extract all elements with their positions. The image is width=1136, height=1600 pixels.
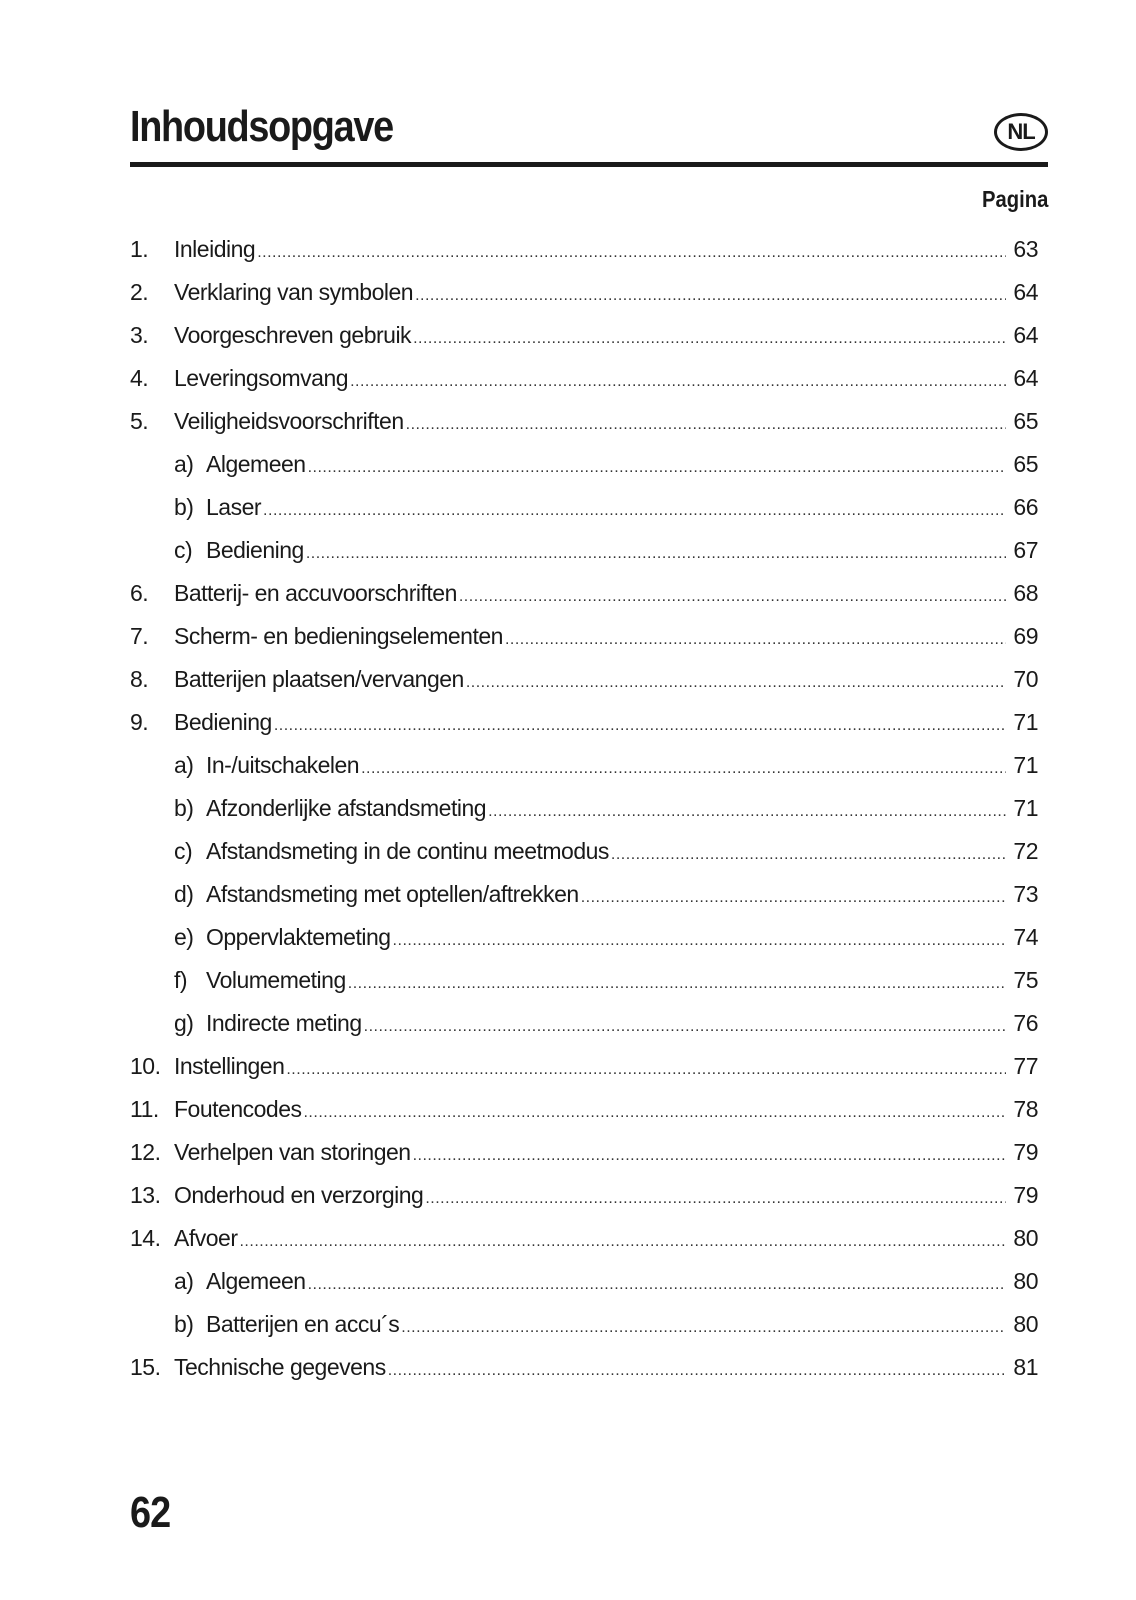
toc-entry	[130, 1088, 1038, 1131]
toc-entry-number: 15.	[130, 1354, 161, 1380]
toc-dot-leader	[361, 747, 1006, 790]
toc-dot-leader	[350, 360, 1006, 403]
toc-dot-leader	[388, 1349, 1006, 1392]
toc-dot-leader	[393, 919, 1006, 962]
toc-entry-label: In-/uitschakelen	[206, 752, 360, 778]
toc-entry-number: 2.	[130, 279, 149, 305]
toc-entry-label: Technische gegevens	[174, 1354, 386, 1380]
toc-dot-leader	[413, 317, 1006, 360]
toc-dot-leader	[257, 231, 1006, 274]
toc-entry-number: d)	[174, 881, 194, 907]
toc-entry-label: Leveringsomvang	[174, 365, 349, 391]
toc-entry-number: c)	[174, 537, 193, 563]
toc-entry-number: 13.	[130, 1182, 161, 1208]
toc-entry-number: b)	[174, 494, 194, 520]
toc-entry-label: Veiligheidsvoorschriften	[174, 408, 404, 434]
toc-entry-label: Batterijen en accu´s	[206, 1311, 400, 1337]
toc-entry-label: Foutencodes	[174, 1096, 302, 1122]
toc-dot-leader	[413, 1134, 1006, 1177]
toc-entry-number: 5.	[130, 408, 149, 434]
table-of-contents	[130, 228, 1038, 1389]
toc-dot-leader	[364, 1005, 1006, 1048]
toc-entry-label: Oppervlaktemeting	[206, 924, 391, 950]
toc-dot-leader	[308, 1263, 1006, 1306]
toc-entry-label: Algemeen	[206, 1268, 306, 1294]
toc-entry-page: 71	[1013, 709, 1038, 735]
toc-entry-number: 10.	[130, 1053, 161, 1079]
toc-subentry	[130, 873, 1038, 916]
toc-dot-leader	[286, 1048, 1006, 1091]
toc-entry-label: Verhelpen van storingen	[174, 1139, 411, 1165]
toc-dot-leader	[401, 1306, 1006, 1349]
toc-dot-leader	[406, 403, 1006, 446]
toc-entry	[130, 228, 1038, 271]
toc-entry-page: 71	[1013, 795, 1038, 821]
toc-entry-page: 71	[1013, 752, 1038, 778]
toc-dot-leader	[274, 704, 1006, 747]
toc-entry	[130, 1346, 1038, 1389]
toc-entry	[130, 615, 1038, 658]
toc-entry	[130, 400, 1038, 443]
toc-entry-page: 74	[1013, 924, 1038, 950]
toc-dot-leader	[239, 1220, 1006, 1263]
toc-subentry	[130, 1303, 1038, 1346]
toc-subentry	[130, 959, 1038, 1002]
toc-entry	[130, 314, 1038, 357]
toc-entry	[130, 271, 1038, 314]
toc-entry-number: 4.	[130, 365, 149, 391]
toc-entry-label: Voorgeschreven gebruik	[174, 322, 412, 348]
toc-entry-page: 64	[1013, 322, 1038, 348]
toc-entry-page: 79	[1013, 1139, 1038, 1165]
toc-entry-number: 9.	[130, 709, 149, 735]
toc-entry-number: 14.	[130, 1225, 161, 1251]
toc-entry-number: 6.	[130, 580, 149, 606]
toc-subentry	[130, 529, 1038, 572]
toc-entry-page: 73	[1013, 881, 1038, 907]
toc-entry-label: Indirecte meting	[206, 1010, 362, 1036]
toc-entry-page: 78	[1013, 1096, 1038, 1122]
toc-dot-leader	[308, 446, 1006, 489]
toc-entry-page: 65	[1013, 451, 1038, 477]
toc-entry	[130, 1174, 1038, 1217]
toc-entry-label: Bediening	[206, 537, 304, 563]
toc-entry-page: 79	[1013, 1182, 1038, 1208]
toc-subentry	[130, 744, 1038, 787]
page-number: 62	[130, 1488, 171, 1537]
toc-dot-leader	[348, 962, 1006, 1005]
page-column-label: Pagina	[981, 186, 1048, 212]
toc-entry-page: 67	[1013, 537, 1038, 563]
toc-entry-page: 66	[1013, 494, 1038, 520]
toc-subentry	[130, 916, 1038, 959]
toc-dot-leader	[303, 1091, 1006, 1134]
toc-subentry	[130, 1260, 1038, 1303]
toc-entry-page: 70	[1013, 666, 1038, 692]
toc-entry-page: 64	[1013, 365, 1038, 391]
toc-entry-label: Verklaring van symbolen	[174, 279, 414, 305]
toc-entry-label: Batterijen plaatsen/vervangen	[174, 666, 464, 692]
toc-subentry	[130, 1002, 1038, 1045]
toc-entry	[130, 1045, 1038, 1088]
toc-entry-label: Instellingen	[174, 1053, 285, 1079]
toc-entry-page: 76	[1013, 1010, 1038, 1036]
toc-dot-leader	[581, 876, 1006, 919]
toc-entry-number: a)	[174, 752, 194, 778]
toc-entry	[130, 658, 1038, 701]
toc-entry-number: a)	[174, 451, 194, 477]
toc-entry-label: Laser	[206, 494, 262, 520]
toc-dot-leader	[488, 790, 1006, 833]
toc-dot-leader	[611, 833, 1006, 876]
toc-dot-leader	[415, 274, 1006, 317]
toc-entry-page: 80	[1013, 1268, 1038, 1294]
toc-entry-label: Afstandsmeting in de continu meetmodus	[206, 838, 609, 864]
toc-entry-number: 12.	[130, 1139, 161, 1165]
toc-entry-label: Bediening	[174, 709, 272, 735]
toc-dot-leader	[466, 661, 1006, 704]
toc-dot-leader	[306, 532, 1006, 575]
toc-entry-page: 80	[1013, 1225, 1038, 1251]
toc-entry-page: 77	[1013, 1053, 1038, 1079]
toc-entry-number: 7.	[130, 623, 149, 649]
toc-entry-label: Volumemeting	[206, 967, 346, 993]
toc-entry-page: 69	[1013, 623, 1038, 649]
toc-entry-label: Algemeen	[206, 451, 306, 477]
toc-subentry	[130, 787, 1038, 830]
toc-entry-page: 75	[1013, 967, 1038, 993]
language-badge: NL	[994, 113, 1048, 151]
toc-dot-leader	[505, 618, 1006, 661]
toc-entry-page: 81	[1013, 1354, 1038, 1380]
toc-entry	[130, 701, 1038, 744]
toc-entry	[130, 572, 1038, 615]
toc-entry-page: 72	[1013, 838, 1038, 864]
toc-entry-number: a)	[174, 1268, 194, 1294]
toc-entry-number: 11.	[130, 1096, 159, 1122]
toc-subentry	[130, 443, 1038, 486]
toc-entry-number: b)	[174, 1311, 194, 1337]
toc-entry-number: e)	[174, 924, 194, 950]
toc-entry-label: Afstandsmeting met optellen/aftrekken	[206, 881, 579, 907]
toc-entry-number: 3.	[130, 322, 149, 348]
toc-entry-page: 65	[1013, 408, 1038, 434]
toc-dot-leader	[263, 489, 1006, 532]
toc-entry-label: Afzonderlijke afstandsmeting	[206, 795, 487, 821]
toc-subentry	[130, 486, 1038, 529]
toc-entry-label: Inleiding	[174, 236, 256, 262]
toc-entry-number: 8.	[130, 666, 149, 692]
toc-entry-number: c)	[174, 838, 193, 864]
toc-entry-page: 64	[1013, 279, 1038, 305]
toc-entry-page: 80	[1013, 1311, 1038, 1337]
toc-entry-page: 68	[1013, 580, 1038, 606]
toc-entry-label: Afvoer	[174, 1225, 238, 1251]
toc-entry-label: Scherm- en bedieningselementen	[174, 623, 503, 649]
toc-entry-number: g)	[174, 1010, 194, 1036]
toc-dot-leader	[425, 1177, 1006, 1220]
toc-entry-number: f)	[174, 967, 188, 993]
toc-entry-page: 63	[1013, 236, 1038, 262]
toc-entry-label: Batterij- en accuvoorschriften	[174, 580, 457, 606]
toc-subentry	[130, 830, 1038, 873]
page-header	[130, 98, 1048, 167]
toc-entry-number: b)	[174, 795, 194, 821]
toc-dot-leader	[459, 575, 1006, 618]
toc-entry-label: Onderhoud en verzorging	[174, 1182, 424, 1208]
toc-entry	[130, 357, 1038, 400]
toc-entry	[130, 1131, 1038, 1174]
toc-entry	[130, 1217, 1038, 1260]
toc-entry-number: 1.	[130, 236, 149, 262]
page-title: Inhoudsopgave	[130, 102, 393, 151]
